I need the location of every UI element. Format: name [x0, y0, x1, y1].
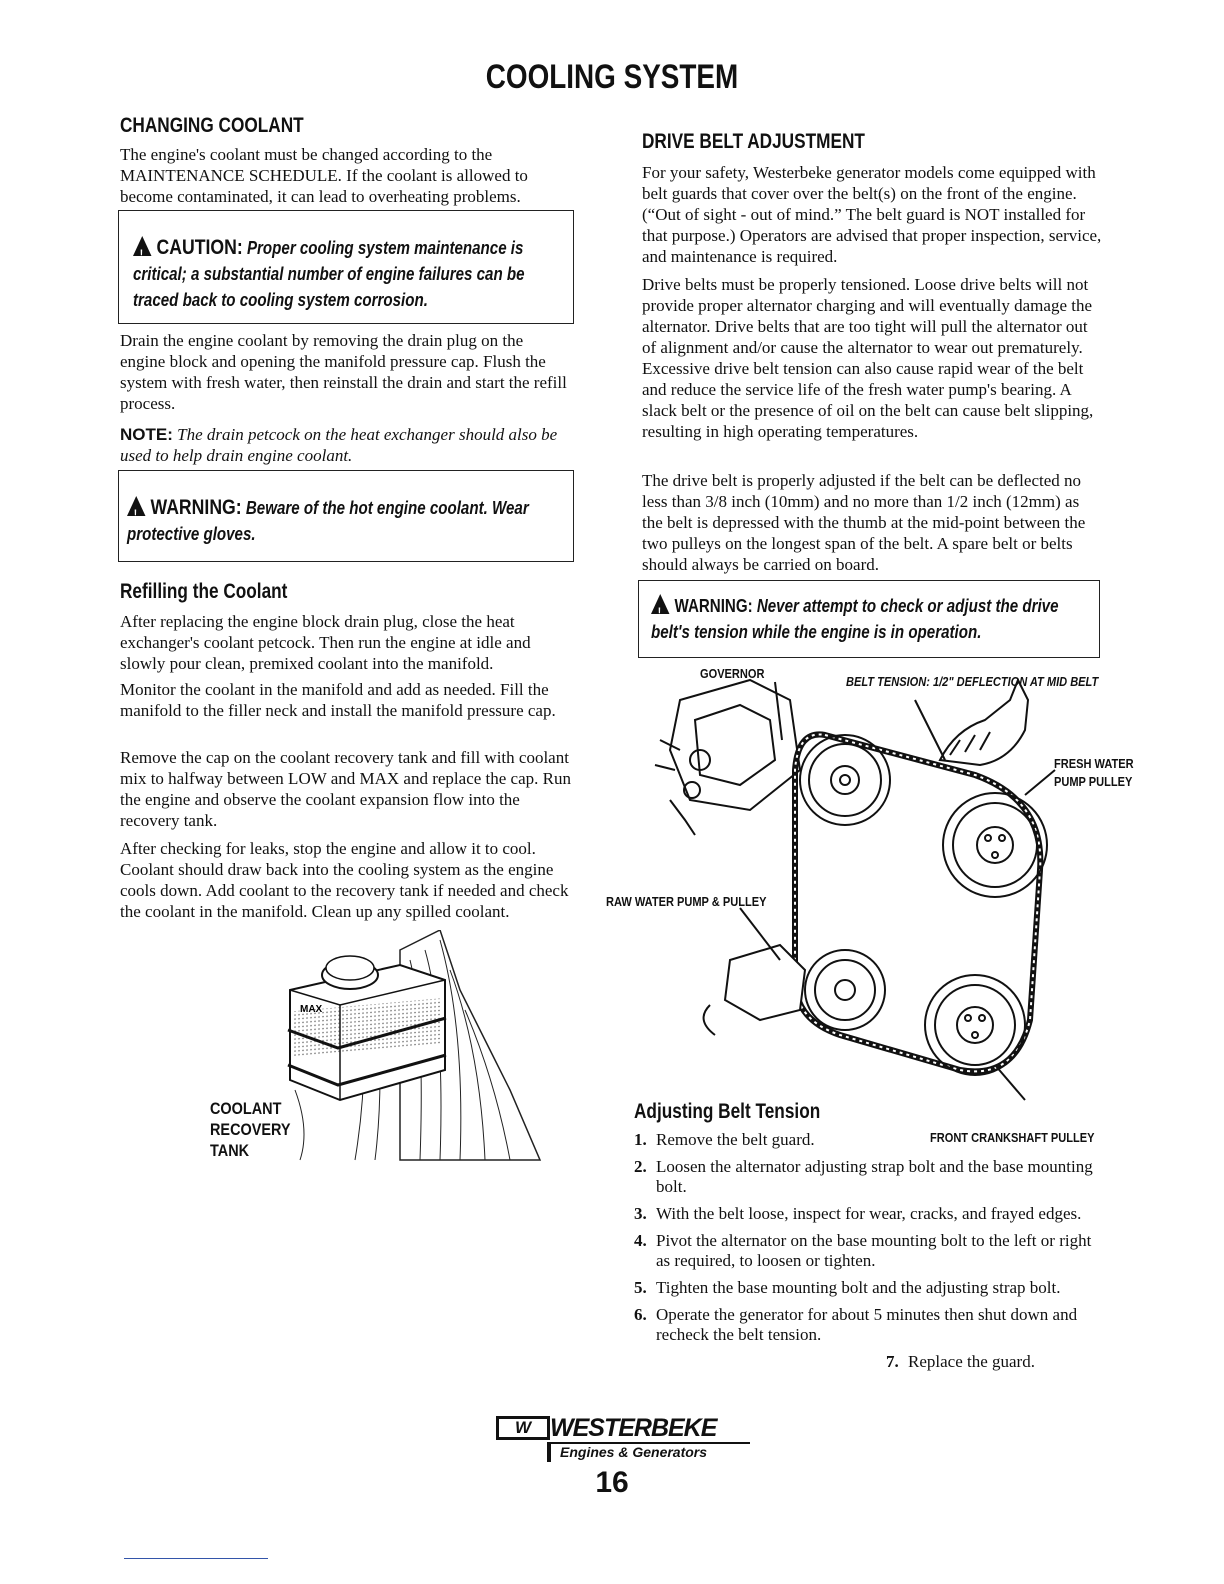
fresh-water-label-2: PUMP PULLEY	[1054, 774, 1133, 789]
list-item	[634, 1278, 1094, 1298]
westerbeke-logo	[496, 1414, 746, 1464]
drive-belt-diagram	[600, 660, 1140, 1110]
brand-tagline: Engines & Generators	[560, 1444, 708, 1460]
tank-label-line-1: COOLANT	[210, 1099, 282, 1118]
list-item	[634, 1231, 1094, 1271]
warning-message-coolant	[127, 495, 555, 547]
crankshaft-pulley-label: FRONT CRANKSHAFT PULLEY	[930, 1130, 1095, 1145]
refill-paragraph-4: After checking for leaks, stop the engine and allow it to cool. Coolant should draw back into the cooling system as the engine cools down. Add coolant to the recovery tank if needed and check the coolant in the manifold. Clean up any spilled coolant.	[120, 839, 569, 921]
coolant-recovery-tank-illustration	[250, 930, 550, 1170]
refill-paragraph-1: After replacing the engine block drain plug, close the heat exchanger's coolant petcock. Then run the engine at idle and slowly pour clean, premixed coolant into the manifold.	[120, 612, 531, 673]
footer-rule	[124, 1558, 268, 1559]
step-text: Operate the generator for about 5 minutes then shut down and recheck the belt tension.	[656, 1305, 1078, 1344]
list-item	[634, 1204, 1094, 1224]
warning-message-belt	[651, 593, 1088, 645]
step-text: Remove the belt guard.	[656, 1130, 815, 1149]
step-text: Replace the guard.	[908, 1352, 1035, 1371]
tank-max-marking: MAX	[300, 1004, 323, 1015]
refilling-heading: Refilling the Coolant	[120, 580, 288, 603]
adjusting-steps-list	[634, 1130, 1094, 1379]
changing-coolant-heading: CHANGING COOLANT	[120, 114, 304, 137]
belt-warning-lead: WARNING:	[674, 596, 753, 616]
list-item	[634, 1130, 946, 1150]
note-lead: NOTE:	[120, 425, 173, 444]
brand-name: WESTERBEKE	[550, 1414, 717, 1442]
belt-tension-label: BELT TENSION: 1/2" DEFLECTION AT MID BELT	[846, 674, 1099, 689]
tank-label-line-3: TANK	[210, 1141, 250, 1160]
caution-lead: CAUTION:	[156, 236, 243, 259]
adjusting-heading: Adjusting Belt Tension	[634, 1100, 821, 1123]
drive-belt-heading: DRIVE BELT ADJUSTMENT	[642, 130, 865, 153]
note-paragraph	[120, 424, 570, 466]
drain-paragraph: Drain the engine coolant by removing the drain plug on the engine block and opening the manifold pressure cap. Flush the system with fresh water, then reinstall the drain and start the refill process.	[120, 331, 567, 413]
warning-box-belt	[638, 580, 1100, 658]
list-item	[886, 1352, 1094, 1372]
warning-text: Beware of the hot engine coolant. Wear protective gloves.	[127, 498, 529, 544]
fresh-water-label-1: FRESH WATER	[1054, 756, 1134, 771]
step-number: 6.	[634, 1305, 647, 1324]
note-text: The drain petcock on the heat exchanger should also be used to help drain engine coolant.	[120, 425, 558, 465]
caution-box	[118, 210, 574, 324]
step-text: Pivot the alternator on the base mounting bolt to the left or right as required, to loosen or tighten.	[656, 1231, 1092, 1270]
warning-triangle-icon	[133, 236, 151, 256]
refill-paragraph-2: Monitor the coolant in the manifold and add as needed. Fill the manifold to the filler neck and install the manifold pressure cap.	[120, 680, 556, 720]
step-text: Loosen the alternator adjusting strap bolt and the base mounting bolt.	[656, 1157, 1093, 1196]
caution-message	[133, 235, 553, 313]
step-number: 3.	[634, 1204, 647, 1223]
step-number: 2.	[634, 1157, 647, 1176]
step-number: 7.	[886, 1352, 899, 1371]
list-item	[634, 1157, 1094, 1197]
step-text: Tighten the base mounting bolt and the adjusting strap bolt.	[656, 1278, 1061, 1297]
governor-label: GOVERNOR	[700, 666, 765, 681]
changing-coolant-intro: The engine's coolant must be changed according to the MAINTENANCE SCHEDULE. If the coolant is allowed to become contaminated, it can lead to overheating problems.	[120, 145, 528, 206]
refill-paragraph-3: Remove the cap on the coolant recovery tank and fill with coolant mix to halfway between LOW and MAX and replace the cap. Run the engine and observe the coolant expansion flow into the recovery tank.	[120, 748, 571, 830]
raw-water-pump-label: RAW WATER PUMP & PULLEY	[606, 894, 767, 909]
step-text: With the belt loose, inspect for wear, cracks, and frayed edges.	[656, 1204, 1082, 1223]
drive-belt-paragraph-1: For your safety, Westerbeke generator models come equipped with belt guards that cover over the belt(s) on the front of the engine. (“Out of sight - out of mind.” The belt guard is NOT installed for that purpose.) Operators are advised that proper inspection, service, and maintenance is required.	[642, 163, 1102, 266]
belt-warning-text: Never attempt to check or adjust the drive belt's tension while the engine is in operation.	[651, 596, 1059, 642]
logo-stem	[547, 1442, 551, 1462]
step-number: 1.	[634, 1130, 647, 1149]
step-number: 5.	[634, 1278, 647, 1297]
warning-lead: WARNING:	[150, 496, 242, 519]
logo-mark-icon: W	[496, 1416, 550, 1440]
coolant-tank-label	[210, 1098, 291, 1161]
warning-box-coolant	[118, 470, 574, 562]
list-item	[634, 1305, 1094, 1345]
warning-triangle-icon	[127, 496, 145, 516]
caution-text: Proper cooling system maintenance is critical; a substantial number of engine failures can be traced back to cooling system corrosion.	[133, 238, 525, 310]
tank-label-line-2: RECOVERY	[210, 1120, 291, 1139]
page-number: 16	[595, 1466, 629, 1499]
warning-triangle-icon	[651, 594, 669, 614]
page-title: COOLING SYSTEM	[485, 58, 739, 96]
drive-belt-paragraph-3: The drive belt is properly adjusted if the belt can be deflected no less than 3/8 inch (10mm) and no more than 1/2 inch (12mm) as the belt is depressed with the thumb at the mid-point between the two pulleys on the longest span of the belt. A spare belt or belts should always be carried on board.	[642, 471, 1086, 574]
drive-belt-paragraph-2: Drive belts must be properly tensioned. Loose drive belts will not provide proper alternator charging and will eventually damage the alternator. Drive belts that are too tight will pull the alternator out of alignment and/or cause the alternator to wear out prematurely. Excessive drive belt tension can also cause rapid wear of the belt and reduce the service life of the fresh water pump's bearing. A slack belt or the presence of oil on the belt can cause belt slipping, resulting in high operating temperatures.	[642, 275, 1094, 441]
step-number: 4.	[634, 1231, 647, 1250]
